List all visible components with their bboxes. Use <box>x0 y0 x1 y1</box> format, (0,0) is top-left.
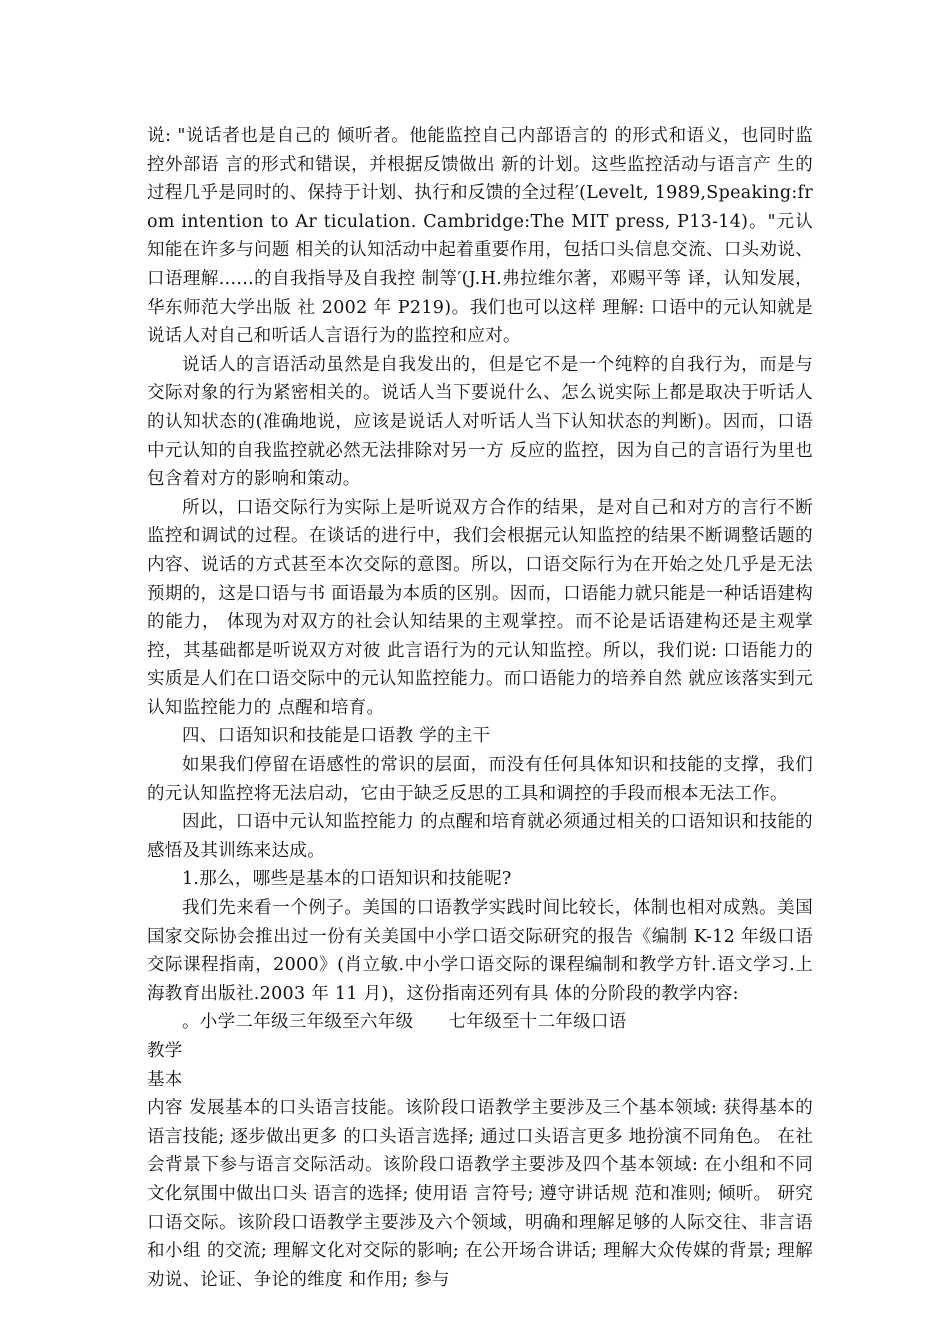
paragraph-oral-communication: 所以，口语交际行为实际上是听说双方合作的结果，是对自己和对方的言行不断监控和调试的过程。在谈话的进行中，我们会根据元认知监控的结果不断调整话题的内容、说话的方式甚至本次交际的意图。所以，口语交际行为在开始之处几乎是无法预期的，这是口语与书 面语最为本质的区别。因而，口语能力就只能是一种话语建构的能力， 体现为对双方的社会认知结果的主观掌控。而不论是话语建构还是主观掌控，其基础都是听说双方对彼 此言语行为的元认知监控。所以，我们说: 口语能力的实质是人们在口语交际中的元认知监控能力。而口语能力的培养自然 就应该落实到元认知监控能力的 点醒和培育。 <box>147 497 813 718</box>
paragraph-levelt-quote: 说: "说话者也是自己的 倾听者。他能监控自己内部语言的 的形式和语义，也同时监控外部语 言的形式和错误，并根据反馈做出 新的计划。这些监控活动与语言产 生的过程几乎是同时的、保持于计划、执行和反馈的全过程′(Levelt, 1989,Speaking:from intention to Ar ticulation. Cambridge:The MIT press, P13-14)。"元认知能在许多与问题 相关的认知活动中起着重要作用，包括口头信息交流、口头劝说、口语理解......的自我指导及自我控 制等′(J.H.弗拉维尔著，邓赐平等 译，认知发展，华东师范大学出版 社 2002 年 P219)。我们也可以这样 理解: 口语中的元认知就是说话人对自己和听话人言语行为的监控和应对。 <box>147 126 813 347</box>
paragraph-speaker-activity: 说话人的言语活动虽然是自我发出的，但是它不是一个纯粹的自我行为，而是与交际对象的行为紧密相关的。说话人当下要说什么、怎么说实际上都是取决于听话人的认知状态的(准确地说，应该是说话人对听话人当下认知状态的判断)。因而，口语中元认知的自我监控就必然无法排除对另一方 反应的监控，因为自己的言语行为里也包含着对方的影响和策动。 <box>147 354 813 490</box>
paragraph-therefore: 因此，口语中元认知监控能力 的点醒和培育就必须通过相关的口语知识和技能的感悟及其训练来达成。 <box>147 812 813 861</box>
section-heading-four: 四、口语知识和技能是口语教 学的主干 <box>182 726 491 747</box>
paragraph-us-example: 我们先来看一个例子。美国的口语教学实践时间比较长，体制也相对成熟。美国国家交际协会推出过一份有关美国中小学口语交际研究的报告《编制 K-12 年级口语 交际课程指南，2000》(肖立敏.中小学口语交际的课程编制和教学方针.语文学习.上海教育出版社.2003 年 11 月)，这份指南还列有具 体的分阶段的教学内容: <box>147 898 813 1004</box>
document-body <box>147 122 813 1294</box>
table-label-teaching: 教学 <box>147 1041 183 1061</box>
paragraph-question: 1.那么，哪些是基本的口语知识和技能呢? <box>182 869 512 890</box>
table-header-grades: 。小学二年级三年级至六年级 七年级至十二年级口语 <box>182 1012 627 1033</box>
paragraph-common-sense: 如果我们停留在语感性的常识的层面，而没有任何具体知识和技能的支撑，我们的元认知监控将无法启动，它由于缺乏反思的工具和调控的手段而根本无法工作。 <box>147 755 813 804</box>
table-content-row: 内容 发展基本的口头语言技能。该阶段口语教学主要涉及三个基本领域: 获得基本的语言技能; 逐步做出更多 的口头语言选择; 通过口头语言更多 地扮演不同角色。 在社会背景下参与语言交际活动。该阶段口语教学主要涉及四个基本领域: 在小组和不同文化氛围中做出口头 语言的选择; 使用语 言符号; 遵守讲话规 范和准则; 倾听。 研究口语交际。该阶段口语教学主要涉及六个领域，明确和理解足够的人际交往、非言语和小组 的交流; 理解文化对交际的影响; 在公开场合讲话; 理解大众传媒的背景; 理解劝说、论证、争论的维度 和作用; 参与 <box>147 1098 813 1290</box>
table-label-basic: 基本 <box>147 1069 183 1090</box>
